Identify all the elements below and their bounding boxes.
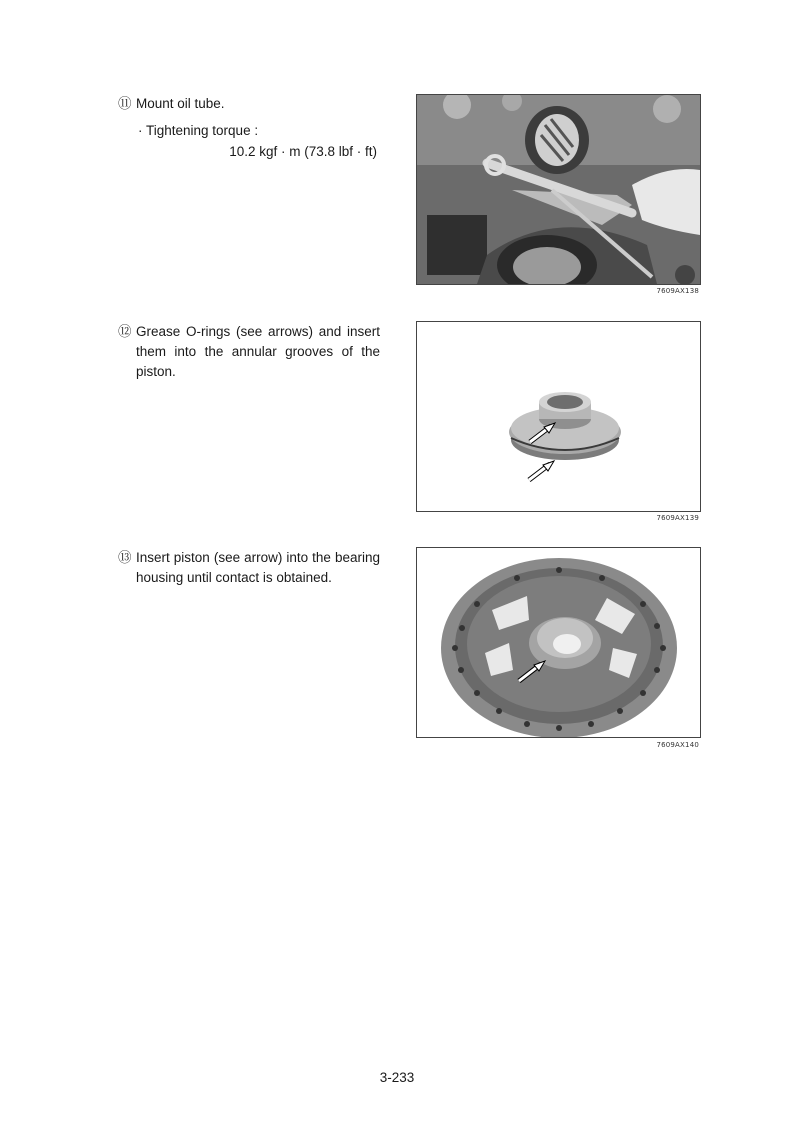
step-text: Insert piston (see arrow) into the bearing housing until contact is obtained. bbox=[136, 550, 380, 585]
step-number: ⑫ bbox=[118, 324, 132, 339]
step-13 bbox=[118, 548, 380, 588]
figure-caption: 7609AX140 bbox=[656, 741, 699, 749]
torque-label: · Tightening torque : bbox=[138, 123, 259, 138]
step-text: Grease O-rings (see arrows) and insert them into the annular grooves of the piston. bbox=[136, 324, 380, 379]
torque-value: 10.2 kgf · m (73.8 lbf · ft) bbox=[229, 144, 377, 159]
piston-photo-illustration bbox=[417, 322, 700, 511]
step-12 bbox=[118, 322, 380, 382]
figure-caption: 7609AX138 bbox=[656, 287, 699, 295]
wrench-photo-illustration bbox=[417, 95, 700, 284]
photo-oil-tube-mounting bbox=[416, 94, 701, 285]
figure-caption: 7609AX139 bbox=[656, 514, 699, 522]
photo-bearing-housing bbox=[416, 547, 701, 738]
page-number: 3-233 bbox=[379, 1070, 415, 1085]
step-text: Mount oil tube. bbox=[136, 96, 225, 111]
step-number: ⑪ bbox=[118, 96, 132, 111]
photo-piston-o-rings bbox=[416, 321, 701, 512]
housing-photo-illustration bbox=[417, 548, 700, 737]
step-number: ⑬ bbox=[118, 550, 132, 565]
step-11 bbox=[118, 94, 380, 114]
